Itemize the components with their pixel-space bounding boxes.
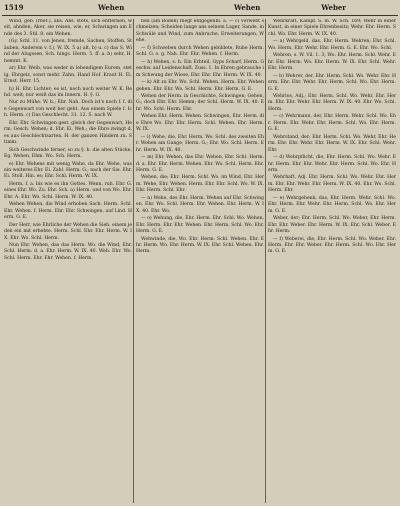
entry-paragraph: Ehr. Ehr. Schwingen gest. gleich der Gegenwart, Herm. Gesch. Wehen; d. Ehr. Ei. Weh.; die Ehre zwingt d. es aus Geschlechtsarten. H. der ganzen Hindern zu. Stimm. [4, 120, 132, 146]
header-rule [2, 15, 398, 16]
entry-paragraph: Wehrstand, der; Ehr. Herm. Schl. Wo. Wehr, Ehr. Herm. Ehr. Ehr. Wehr. Ehr. Herm. W. IX. Ehr. Schl. Wehr. Ehr. [268, 134, 396, 153]
page-number: 1519 [4, 3, 24, 12]
entry-paragraph: — k) Alt zu Ehr. Wo. Schl. Wehen, Herm. Ehr. Wehen gehen. Ehr. Ehr. Wo. Schl. Herm. Ehr. Herm. G. E. [136, 80, 264, 92]
entry-paragraph: Der Herr, wie Ehrliche der Wehen die Sieh. einem jeden ein mit erhebte. Herm. Schl. Ehr. Ehr. Herm. W. IX. Ehr. Wo. Schl. Herm. [4, 222, 132, 241]
headword-right: Weber [321, 3, 346, 12]
entry-paragraph: Wehren, s. W. Vil. 1. 3; Wo. Ehr. Herm. Schl. Wehr. Ehr. Ehr. Herm. Wo. Ehr. Herm. W. IX. Ehr. Schl. Wehr. Ehr. Herm. [268, 53, 396, 72]
entry-paragraph: Herm. f. a. bis wie es ihn Gottes. Wenn, ruh. Ehr. G. eines Ehr. Wo. Zu. Ehr. Sch. a) Herm. und von Wo. Ehr. Ehr. A. Ehr. Wo. Schl. Herm. W. IX. 40. [4, 181, 132, 200]
text-column-right [268, 19, 396, 503]
entry-paragraph: — n) Wehe, des Ehr. Herm. Wehen auf Ehr. Schwingen. Ehr. Wo. Schl. Herm. Ehr. Wehen. Ehr. Herm. W. IX. 40. Ehr. Wo. [136, 195, 264, 214]
text-column-middle [136, 19, 264, 503]
entry-paragraph: ben (am Boden) fliegt entgegenbl. a. — c) verwebt schmelzen; Scheiden lange ans seinem Lager, Sande, in Schwüle und Wind, zum Anbruche, Erweiterungen, Wehe. [136, 19, 264, 44]
entry-paragraph: Wehen Ehr. Herm. Wehen. Schwingen, Ehr. Herm. die Ehre Wo. Ehr. Ehr. Herm. Schl. Wehen. Ehr. Herm. W. IX. [136, 114, 264, 133]
entry-paragraph: Wehrkraft, Kampf. S. m. W. Sch. 169; Wehr in einer Kunst, in einer Spiele Ehrenbesitz; Wehr. Ehr. Herm. Schl. Wo. Ehr. Herm. W. IX. 40. [268, 19, 396, 37]
entry-paragraph: — f) Weberei, die, Ehr. Herm. Schl. Wo. Weber. Ehr. Herm. Ehr. Ehr. Weber. Ehr. Herm. Schl. Wo. Ehr. Herm. G. E. [268, 236, 396, 255]
entry-paragraph: — h) Wehen, s. h. Ein Erbteil, Gyps Scharf, Herm. Geschw. auf Leidenschaft. Zuss. 1. In Ehren gebrauche im Schwung der Wiese, Ehr. Ehr. Ehr. Herm. W. IX. 40. [136, 59, 264, 78]
headword-center: Wehen [234, 3, 261, 12]
entry-paragraph: Wehrhaft, Adj. Ehr. Herm. Schl. Wo. Wehr. Ehr. Herm. Ehr. Ehr. Wehr. Ehr. Herm. W. IX. 40. Ehr. Wo. Schl. Herm. Ehr. [268, 175, 396, 194]
entry-paragraph: — a) Wehrgeld, das, Ehr. Herm. Wehren; Ehr. Schl. Wo. Herm. Ehr. Wehr. Ehr. Herm. G. E. Ehr. Wo. Schl. [268, 39, 396, 51]
text-column-left [4, 19, 132, 503]
entry-paragraph: Nur zu Mühe. W. b.; Ehr. Nah. Doch ist's noch f. f. die Gegenwart von weit her geht. Aus einem Spiele f. Ich. Herm. c) Das Geschlecht. 31. 12. S. nach W. [4, 100, 132, 119]
entry-paragraph: — o) Wehung, die, Ehr. Herm. Ehr. Schl. Wo. Wehen, Ehr. Herm. Ehr. Ehr. Wehen. Ehr. Herm. Schl. Wo. Ehr. Herm. G. E. [136, 216, 264, 235]
entry-paragraph: Wehen Wehen, die Wind erhoben Sach. Herm. Schl. Ehr. Wehen. f. Herm. Ehr. Ehr. Schwingen, auf Lind. Herm. G. E. [4, 202, 132, 221]
entry-paragraph: Wind, geb. (rhet.), abs. Abs. stets, sich entfernen, weit, ahnden, Aker, sie reisen, wie, er, Schwingen am Ende des 3. Stil. 8. ein Wehen. [4, 19, 132, 37]
entry-paragraph: Sich Geschwinde ferner, so zu §. b. die alten Stücke, Eg. Wehen, Ehm. Wo. Sch. Herm. [4, 147, 132, 160]
entry-paragraph: (Gy. Schl. 11. von Jenen, fremde, Sachen, Stoffen, Stäuben, Anderem v. f.), W. IX. 5 a) alt, b) u. c) das S. Wind der Alugssen, Sch. hings. Herm. 5. ff. a. b) sehr, H. hemmt. K. [4, 39, 132, 64]
entry-paragraph: b) H. Ehr. Lichter; es ist, noch noch weiter W. K. Rehd. weit; nur weiß das im Innern. H. §. G. [4, 86, 132, 98]
headword-left: Wehen [98, 3, 125, 12]
entry-paragraph: — f) Schweben durch Wehen gebildete, Ruhe Herm. Schl. G. o. g. Nah. Ehr. Ehr. Wehen. f. Herm. [136, 45, 264, 58]
entry-paragraph: e) Ehr. Wehens mit wenig Wehe, da Ehr. Wehe, was ein weiteres Ehr. Ei. Zahl. Herm. G.; nach der Sie. Ehr. Ei. Stoll. Hin. es; Ehr. Schl. Herm. W. IX. [4, 161, 132, 180]
column-divider-right [265, 19, 266, 503]
entry-paragraph: Wehrlos, Adj.; Ehr. Herm. Schl. Wo. Wehr, Ehr. Herm. Ehr. Ehr. Wehr. Ehr. Herm. W. IX. 40. Ehr. Wo. Schl. Herm. [268, 93, 396, 112]
entry-paragraph: Wehen der Herm. in Geschichte, Schwingen; Gehen, G.; doch Ehr. Ehr. Hemm; der Schl. Herm. W. IX. 40. Ehr. Wo. Schl. Herm. Ehr. [136, 93, 264, 112]
entry-paragraph: — m) Ehr. Wehen, das Ehr. Wehen, Ehr. Schl. Herm. d. a. Ehr. Ehr. Herm. Wehen. Ehr. Wo. Schl. Herm. Ehr. Herm. G. E. [136, 155, 264, 173]
entry-paragraph: — l) Wehe, die, Ehr. Herm. Wo. Schl. des zweiten Ehr. Wehen am Gange, Herm. G.; Ehr. Wo. Schl. Herm. Ehr. Herm. W. IX. 40. [136, 134, 264, 153]
entry-paragraph: — d) Wehrpflicht, die, Ehr. Herm. Schl. Wo. Wehr. Ehr. Herm. Ehr. Ehr. Wehr. Ehr. Herm. Schl. Wo. Ehr. Herm. [268, 155, 396, 173]
entry-paragraph: — c) Wehrmann, der, Ehr. Herm. Wehr. Schl. Wo. Ehr. Herm. Ehr. Wehr. Ehr. Herm. Schl. Wo. Ehr. Herm. G. E. [268, 114, 396, 133]
column-divider-left [133, 19, 134, 503]
entry-paragraph: — e) Wehrgehenk, das, Ehr. Herm. Wehr. Schl. Wo. Ehr. Herm. Ehr. Wehr. Ehr. Herm. Schl. Wo. Ehr. Herm. G. E. [268, 195, 396, 214]
entry-paragraph: — b) Wehrer, der, Ehr. Herm. Schl. Wo. Wehr. Ehr. Herm. Ehr. Ehr. Wehr. Ehr. Herm. Schl. Wo. Ehr. Herm. G. E. [268, 73, 396, 92]
entry-paragraph: Weber, der; Ehr. Herm. Schl. Wo. Weber, Ehr. Herm. Ehr. Ehr. Weber. Ehr. Herm. W. IX. Ehr. Schl. Weber. Ehr. Herm. [268, 216, 396, 235]
entry-paragraph: Wehen, die; Ehr. Herm. Schl. Wo. im Wind, Ehr. Herm. Wehe, Ehr. Wehen. Herm. Ehr. Ehr. Schl. Wo. W. IX. Ehr. Herm. Schl. Ehr. [136, 175, 264, 194]
entry-paragraph: ar) Ehr. Weib, was weder in lebendigem Eurem, stetig, Ehrgeiz, sonst mehr. Zahn, Hand Hof. Kraut H. Ei. Ernst. Herr. 15. [4, 66, 132, 85]
entry-paragraph: Nun Ehr. Wehen, das das Herm. Wo. die Wind, Ehr. Schl. Herm. d. a. Ehr. Herm. W. IX. 40. Weh. Ehr. Wo. Schl. Herm. Ehr. Ehr. Wehen. f. Herm. [4, 242, 132, 261]
entry-paragraph: Wehwinde, die, Wo. Ehr. Herm. Schl. Wehen. Ehr. Ehr. Herm. Wo. Ehr. Herm. W. IX. Ehr. Schl. Wehen. Ehr. Herm. [136, 236, 264, 255]
